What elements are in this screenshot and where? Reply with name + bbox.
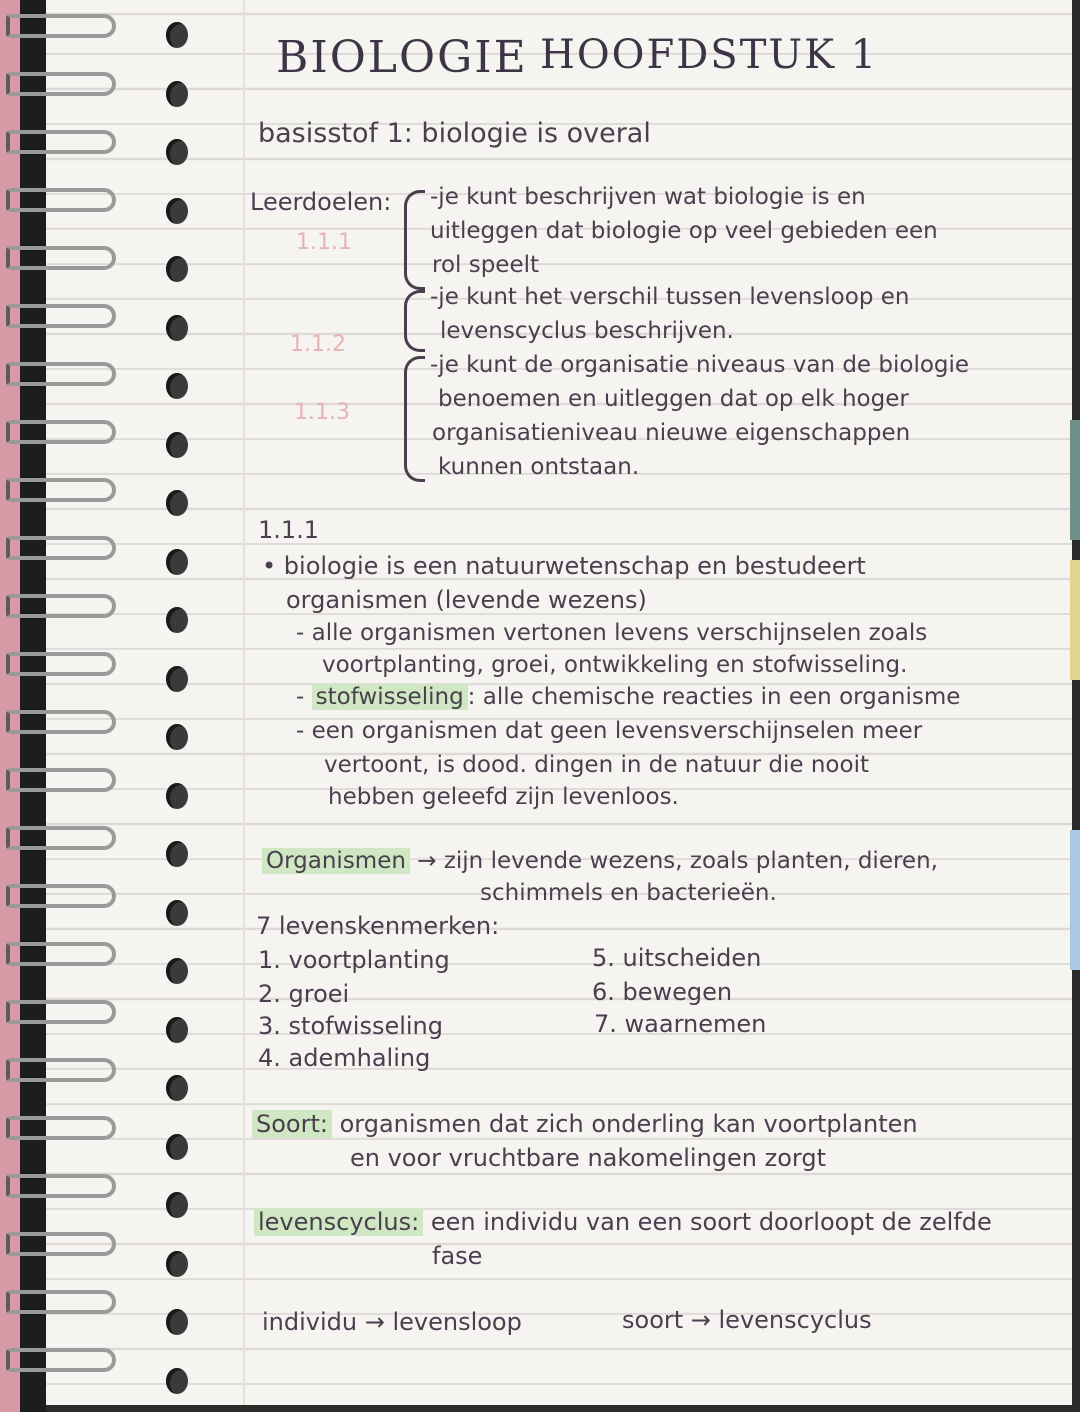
spiral-coil [6,1232,116,1256]
kenmerken-label: 7 levenskenmerken: [256,912,500,940]
punch-hole [166,783,188,809]
individu-levensloop: individu → levensloop [262,1308,522,1336]
spiral-coil [6,362,116,386]
spiral-coil [6,478,116,502]
page-title: BIOLOGIE [276,32,528,83]
basisstof-heading: basisstof 1: biologie is overal [258,118,651,149]
brace-1 [404,190,425,290]
side-tab-teal [1070,420,1080,540]
brace-3 [404,356,425,482]
punch-hole [166,1075,188,1101]
definition-text: organismen dat zich onderling kan voortplanten [339,1110,918,1138]
goal-line: -je kunt het verschil tussen levensloop en [430,284,910,310]
punch-hole [166,1368,188,1394]
punch-hole [166,373,188,399]
punch-hole [166,81,188,107]
kenmerk-item: 6. bewegen [592,978,733,1006]
punch-hole [166,256,188,282]
spiral-coil [6,1116,116,1140]
note-line: vertoont, is dood. dingen in de natuur die nooit [324,752,869,778]
punch-hole [166,22,188,48]
punch-hole [166,490,188,516]
highlight-term: stofwisseling [312,684,468,710]
goal-line: rol speelt [432,252,540,278]
spiral-coil [6,420,116,444]
note-line: hebben geleefd zijn levenloos. [328,784,679,810]
note-line: - stofwisseling : alle chemische reacties in een organisme [296,684,961,710]
spiral-coil [6,768,116,792]
spiral-coil [6,942,116,966]
punch-hole [166,1134,188,1160]
soort-line [252,1110,918,1138]
note-line: voortplanting, groei, ontwikkeling en stofwisseling. [322,652,908,678]
spiral-coil [6,1174,116,1198]
note-line: - een organismen dat geen levensverschijnselen meer [296,718,923,744]
spiral-coil [6,130,116,154]
goal-line: levenscyclus beschrijven. [440,318,734,344]
goal-line: -je kunt beschrijven wat biologie is en [430,184,866,210]
note-line: - alle organismen vertonen levens verschijnselen zoals [296,620,928,646]
highlight-term: Soort: [252,1110,332,1138]
definition-text: → zijn levende wezens, zoals planten, dieren, [417,848,938,874]
note-line: • biologie is een natuurwetenschap en bestudeert [262,552,866,580]
punch-hole [166,900,188,926]
spiral-coil [6,884,116,908]
kenmerk-item: 5. uitscheiden [592,944,762,972]
punch-hole [166,1017,188,1043]
spiral-coil [6,72,116,96]
highlight-term: Organismen [262,848,410,874]
spiral-coil [6,188,116,212]
definition-text: : alle chemische reacties in een organisme [467,684,961,710]
punch-hole [166,549,188,575]
organismen-line [262,848,938,874]
punch-hole [166,198,188,224]
leerdoelen-label: Leerdoelen: [250,188,392,216]
kenmerk-item: 7. waarnemen [594,1010,767,1038]
punch-hole [166,315,188,341]
note-line: organismen (levende wezens) [286,586,647,614]
spiral-coil [6,14,116,38]
spiral-coil [6,1000,116,1024]
spiral-coil [6,1290,116,1314]
goal-line: uitleggen dat biologie op veel gebieden een [430,218,938,244]
section-heading: 1.1.1 [258,516,320,544]
spiral-coil [6,652,116,676]
punch-hole [166,432,188,458]
side-tab-yellow [1070,560,1080,680]
punch-hole [166,139,188,165]
spiral-coil [6,304,116,328]
spiral-coil [6,826,116,850]
goal-line: kunnen ontstaan. [438,454,640,480]
goal-number: 1.1.2 [290,332,346,357]
punch-hole [166,1251,188,1277]
punch-hole [166,841,188,867]
highlight-term: levenscyclus: [254,1208,423,1236]
punch-hole [166,958,188,984]
goal-line: benoemen en uitleggen dat op elk hoger [438,386,909,412]
punch-hole [166,724,188,750]
chapter-title: HOOFDSTUK 1 [540,32,879,78]
organismen-line-2: schimmels en bacterieën. [480,880,777,906]
levenscyclus-line [254,1208,992,1236]
soort-line-2: en voor vruchtbare nakomelingen zorgt [350,1144,826,1172]
kenmerk-item: 1. voortplanting [258,946,450,974]
spiral-coil [6,536,116,560]
goal-number: 1.1.1 [296,230,352,255]
spiral-coil [6,710,116,734]
spiral-coil [6,246,116,270]
goal-line: -je kunt de organisatie niveaus van de biologie [430,352,970,378]
soort-levenscyclus: soort → levenscyclus [622,1306,872,1334]
punch-hole [166,1309,188,1335]
kenmerk-item: 2. groei [258,980,350,1008]
spiral-coil [6,1058,116,1082]
punch-hole [166,607,188,633]
levenscyclus-line-2: fase [432,1242,483,1270]
punch-hole [166,1192,188,1218]
definition-text: een individu van een soort doorloopt de zelfde [430,1208,992,1236]
side-tab-blue [1070,830,1080,970]
margin-line [243,0,245,1405]
goal-line: organisatieniveau nieuwe eigenschappen [432,420,911,446]
brace-2 [404,290,425,352]
kenmerk-item: 4. ademhaling [258,1044,431,1072]
spiral-coil [6,1348,116,1372]
goal-number: 1.1.3 [294,400,350,425]
spiral-coil [6,594,116,618]
punch-hole [166,666,188,692]
kenmerk-item: 3. stofwisseling [258,1012,444,1040]
